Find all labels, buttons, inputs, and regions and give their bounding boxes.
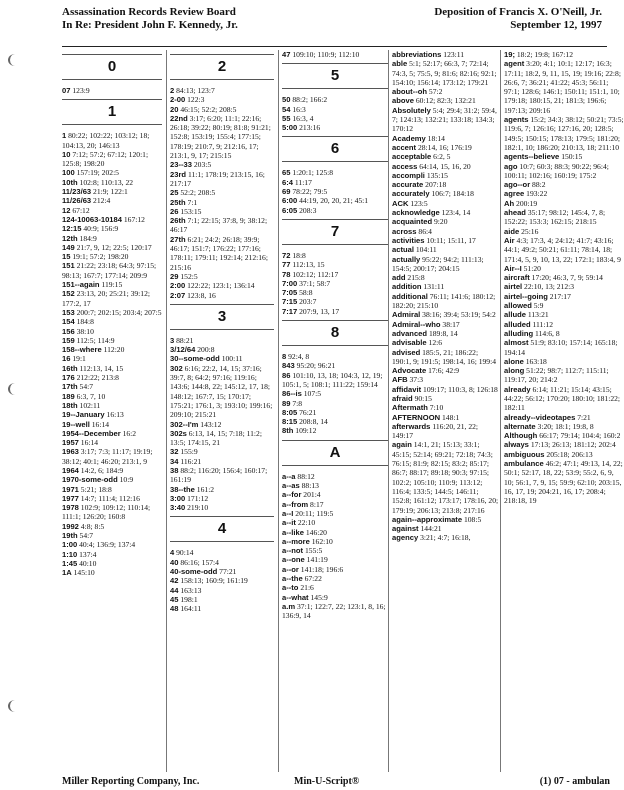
index-entry: 5:00 213:16 (282, 123, 321, 133)
index-entry: 154 184:8 (62, 317, 94, 327)
index-entry: advisable 12:6 (392, 338, 443, 348)
index-entry: 100 157:19; 202:5 (62, 168, 119, 178)
page-footer (62, 776, 610, 790)
index-entry: 29 152:5 (170, 271, 198, 281)
index-entry: advanced 189:8, 14 (392, 328, 458, 338)
index-entry: 19th 54:7 (62, 531, 94, 541)
index-entry: a--from 8:17 (282, 499, 324, 509)
index-entry: 34 116:21 (170, 456, 202, 466)
index-entry: Air--I 51:20 (504, 263, 541, 273)
index-entry: agency 3:21; 4:7; 16:18, (392, 533, 471, 543)
index-entry: 3 88:21 (170, 335, 194, 345)
index-entry: 2 84:13; 123:7 (170, 86, 215, 95)
index-entry: 176 212:22; 213:8 (62, 373, 119, 383)
index-entry: abbreviations 123:11 (392, 50, 465, 59)
index-entry: 843 95:20; 96:21 (282, 361, 336, 371)
index-entry: 10 7:12; 57:2; 67:12; 120:1; 125:8; 198:20 (62, 149, 149, 169)
index-entry: along 51:22; 98:7; 112:7; 115:11; 119:17, 20; 214:2 (504, 366, 609, 385)
index-entry: agents--believe 150:15 (504, 152, 583, 162)
index-entry: always 17:13; 26:13; 181:12; 202:4 (504, 440, 616, 450)
index-entry: 159 112:5; 114:9 (62, 335, 115, 345)
index-entry: 23--33 203:5 (170, 160, 212, 170)
index-entry: afterwards 116:20, 21, 22; 149:17 (392, 421, 479, 441)
index-entry: a--not 155:5 (282, 546, 323, 556)
index-entry: allowed 5:9 (504, 301, 544, 311)
index-entry: 22nd 3:17; 6:20; 11:1; 22:16; 26:18; 39:22; 80:19; 81:8; 91:21; 152:8; 153:19; 155:4; 177:15; 178:19; 210:7, 9; 212:16, 17; 213:1, 9, 17; 215:15 (170, 113, 271, 161)
section-letter-heading: 6 (282, 136, 388, 162)
index-columns (62, 50, 622, 775)
index-entry: additional 76:11; 141:6; 180:12; 182:20; 215:10 (392, 291, 496, 311)
index-entry: 1:10 137:4 (62, 549, 97, 559)
index-entry: 8 92:4, 8 (282, 352, 310, 362)
index-entry: ahead 35:17; 98:12; 145:4, 7, 8; 152:22; 153:3; 162:15; 218:15 (504, 208, 606, 227)
index-entry: ambiguous 205:18; 206:13 (504, 449, 593, 459)
index-entry: Academy 18:14 (392, 133, 445, 143)
index-entry: 1978 102:9; 109:12; 110:14; 111:1; 126:20; 160:8 (62, 503, 151, 522)
index-entry: 38 88:2; 116:20; 156:4; 160:17; 161:19 (170, 465, 268, 485)
index-entry: 17th 54:7 (62, 382, 94, 392)
section-letter-heading: 0 (62, 54, 162, 80)
footer-company: Miller Reporting Company, Inc. (62, 776, 200, 787)
index-entry: 86 101:10, 13, 18; 104:3, 12, 19; 105:1, 5; 108:1; 111:22; 159:14 (282, 370, 383, 389)
index-entry: access 64:14, 15, 16, 20 (392, 161, 471, 171)
index-entry: 8:05 76:21 (282, 407, 317, 417)
index-entry: 10th 102:8; 110:13, 22 (62, 177, 134, 187)
index-entry: almost 51:9; 83:10; 157:14; 165:18; 194:14 (504, 338, 618, 357)
index-entry: 12 67:12 (62, 205, 90, 215)
index-entry: 1:00 40:4; 136:9; 137:4 (62, 540, 136, 550)
index-entry: accurate 207:18 (392, 180, 447, 190)
index-entry: 18th 102:11 (62, 400, 101, 410)
index-entry: airtel--going 217:17 (504, 291, 571, 301)
index-entry: agent 3:20; 4:1; 10:1; 12:17; 16:3; 17:11; 18:2, 9, 11, 15, 19; 19:16; 22:8; 26:6, 7; 36:21; 41:22; 45:3; 56:11; 97:1; 128:6; 146:1; 150:11; 151:1, 10; 179:18; 180:15, 21; 181:3; 196:6; 197:13; 209:16 (504, 59, 621, 115)
index-entry: 45 198:1 (170, 594, 198, 604)
index-entry: AFTERNOON 148:1 (392, 412, 460, 422)
index-entry: 77 112:13, 15 (282, 260, 325, 270)
index-entry: a--more 162:10 (282, 536, 333, 546)
index-entry: affidavit 109:17; 110:3, 8; 126:18 (392, 384, 498, 394)
index-entry: 124-10063-10184 167:12 (62, 214, 145, 224)
index-entry: a--as 88:13 (282, 481, 319, 491)
header-right (434, 6, 602, 32)
index-entry: 189 6:3, 7, 10 (62, 391, 106, 401)
index-entry: alluded 111:12 (504, 319, 554, 329)
index-entry: already 6:14; 11:21; 15:14; 43:15; 44:22; 56:12; 170:20; 180:10; 181:22; 182:11 (504, 384, 621, 413)
index-entry: agents 15:2; 34:3; 38:12; 50:21; 73:5; 119:6, 7; 126:16; 127:16, 20; 128:5; 149:5; 150:15; 178:13; 179:5; 181:20; 182:1, 10; 186:20; 210:13, 18; 211:10 (504, 115, 624, 152)
index-entry: again 14:1, 21; 15:13; 33:1; 45:15; 52:14; 69:21; 72:18; 74:3; 76:15; 81:9; 82:15; 83:2; 85:17; 86:7; 88:17; 89:18; 90:3; 97:15; 102:2; 105:10; 110:9; 113:12; 116:4; 133:5; 144:5; 146:11; 152:8; 161:12; 173:17; 178:16, 20; 179:19; 206:13; 213:8; 217:16 (392, 440, 499, 515)
index-entry: 19--well 16:14 (62, 419, 110, 429)
index-entry: 42 158:13; 160:9; 161:19 (170, 576, 248, 586)
index-entry: ago--or 88:2 (504, 180, 546, 190)
index-entry: accent 28:14, 16; 176:19 (392, 142, 472, 152)
index-entry: 12:15 40:9; 156:9 (62, 224, 119, 234)
section-letter-heading: 5 (282, 63, 388, 89)
index-entry: against 144:21 (392, 524, 442, 534)
header-case: In Re: President John F. Kennedy, Jr. (62, 19, 238, 31)
index-entry: 7:00 37:1; 58:7 (282, 278, 331, 288)
index-entry: 151 21:22; 23:18; 64:3; 97:15; 98:13; 167:7; 177:14; 209:9 (62, 261, 157, 280)
index-entry: 78 102:12; 112:17 (282, 269, 339, 279)
index-entry: above 60:12; 82:3; 132:21 (392, 96, 476, 106)
index-entry: aide 25:16 (504, 226, 539, 236)
index-entry: 26 153:15 (170, 206, 202, 216)
punch-hole-icon (8, 383, 22, 395)
index-entry: activities 10:11; 15:11, 17 (392, 235, 476, 245)
index-entry: 1963 3:17; 7:3; 11:17; 19:19; 38:12; 40:1; 46:20; 213:1, 9 (62, 447, 153, 466)
index-entry: Admiral--who 38:17 (392, 319, 460, 329)
section-letter-heading: 4 (170, 516, 274, 542)
index-entry: 8th 109:12 (282, 426, 317, 436)
index-entry: 3:40 219:10 (170, 503, 209, 513)
index-entry: a--one 141:19 (282, 555, 328, 565)
index-entry: 156 38:10 (62, 326, 94, 336)
index-entry: 302s 6:13, 14, 15; 7:18; 11:2; 13:5; 174:15, 21 (170, 428, 262, 448)
index-entry: AFB 37:3 (392, 375, 424, 385)
index-entry: aircraft 17:20; 46:3, 7, 9; 59:14 (504, 273, 603, 283)
index-entry: 1992 4:8; 8:5 (62, 521, 105, 531)
index-entry: 25 52:2; 208:5 (170, 188, 216, 198)
index-entry: 40 86:16; 157:4 (170, 557, 219, 567)
index-entry: airtel 22:10, 13; 212:3 (504, 282, 575, 292)
index-entry: a--or 141:18; 196:6 (282, 564, 344, 574)
index-entry: 1971 5:21; 18:8 (62, 484, 112, 494)
index-column-1 (62, 50, 162, 775)
index-entry: about--oh 57:2 (392, 87, 443, 97)
index-entry: 7:15 203:7 (282, 297, 317, 307)
index-column-4 (392, 50, 499, 775)
index-entry: 25th 7:1 (170, 197, 198, 207)
index-entry: add 215:8 (392, 273, 425, 283)
index-entry: 55 16:3, 4 (282, 113, 314, 123)
index-entry: advised 185:5, 21; 186:22; 190:1, 9; 191:5; 198:14, 16; 199:4 (392, 347, 496, 366)
index-entry: 158--where 112:20 (62, 345, 125, 355)
index-entry: 16th 112:13, 14, 15 (62, 363, 124, 373)
index-entry: alternate 3:20; 18:1; 19:8, 8 (504, 421, 594, 431)
index-entry: again--approximate 108:5 (392, 514, 482, 524)
index-entry: 7:05 58:8 (282, 288, 313, 298)
index-entry: a--a 88:12 (282, 471, 315, 481)
index-entry: 4 90:14 (170, 548, 194, 558)
section-letter-heading: 3 (170, 304, 274, 330)
index-entry: 54 16:3 (282, 104, 306, 114)
index-entry: 152 23:13, 20; 25:21; 39:12; 177:2, 17 (62, 289, 150, 308)
index-entry: 23rd 11:1; 178:19; 213:15, 16; 217:17 (170, 169, 265, 188)
footer-page-range: (1) 07 - ambulan (539, 776, 610, 787)
index-entry: 6:05 208:3 (282, 205, 317, 215)
index-entry: afraid 90:15 (392, 393, 432, 403)
index-entry: 8:15 208:8, 14 (282, 417, 328, 427)
index-entry: actually 95:22; 94:2; 111:13; 154:5; 200:17; 204:15 (392, 254, 484, 273)
index-entry: a--what 145:9 (282, 592, 328, 602)
header-deposition: Deposition of Francis X. O'Neill, Jr. (434, 6, 602, 18)
page-header (62, 6, 602, 46)
index-entry: 2-00 122:3 (170, 95, 205, 105)
index-entry: 7:17 207:9, 13, 17 (282, 306, 340, 316)
index-entry: Ah 200:19 (504, 198, 538, 208)
index-entry: a--I 20:11; 119:5 (282, 508, 334, 518)
index-entry: alluding 114:6, 8 (504, 328, 560, 338)
index-entry: agree 193:22 (504, 189, 548, 199)
section-letter-heading: 2 (170, 54, 274, 80)
index-entry: a--the 67:22 (282, 573, 322, 583)
index-entry: 19; 18:2; 19:8; 167:12 (504, 50, 573, 59)
index-entry: 72 18:8 (282, 250, 306, 260)
index-entry: allude 113:21 (504, 310, 549, 320)
header-left (62, 6, 238, 32)
index-entry: Although 66:17; 79:14; 104:4; 160:2 (504, 431, 621, 441)
punch-hole-icon (8, 54, 22, 66)
index-entry: 48 164:11 (170, 604, 202, 614)
index-entry: 1954--December 16:2 (62, 428, 137, 438)
index-entry: 1957 16:14 (62, 438, 99, 448)
index-entry: 302--I'm 143:12 (170, 419, 222, 429)
section-letter-heading: 8 (282, 320, 388, 346)
index-entry: Air 4:3; 17:3, 4; 24:12; 41:7; 43:16; 44:1; 49:2; 50:21; 61:11; 78:14, 18; 171:4, 5, 9, 10, 13, 22; 172:1; 183:4, 9 (504, 235, 621, 264)
index-entry: 26th 7:1; 22:15; 37:8, 9; 38:12; 46:17 (170, 216, 268, 235)
index-entry: 12th 184:9 (62, 233, 97, 243)
header-board: Assassination Records Review Board (62, 6, 236, 18)
index-entry: ago 10:7; 60:3; 88:3; 90:22; 96:4; 100:11; 102:16; 160:19; 175:2 (504, 161, 609, 180)
index-entry: a.m 37:1; 122:7, 22; 123:1, 8, 16; 136:9, 14 (282, 601, 386, 621)
index-entry: acknowledge 123:4, 14 (392, 208, 471, 218)
index-entry: 2:07 123:8, 16 (170, 290, 216, 300)
index-entry: 1 80:22; 102:22; 103:12; 18; 104:13, 20; 146:13 (62, 131, 150, 150)
index-entry: 6:00 44:19, 20, 20, 21; 45:1 (282, 196, 369, 206)
index-column-2 (170, 50, 274, 775)
index-entry: 50 88:2; 166:2 (282, 95, 328, 105)
index-entry: 27th 6:21; 24:2; 26:18; 39:9; 46:17; 151:7; 176:22; 177:16; 178:11; 179:11; 192:14; 212:16; 215:16 (170, 234, 268, 272)
section-letter-heading: A (282, 440, 388, 466)
index-entry: 65 1:20:1; 125:8 (282, 168, 334, 178)
index-entry: 11/26/63 212:4 (62, 196, 111, 206)
index-entry: 40-some-odd 77:21 (170, 567, 237, 577)
header-rule (62, 46, 607, 47)
index-entry: able 5:1; 52:17; 66:3, 7; 72:14; 74:3, 5; 75:5, 9; 81:6; 82:16; 92:1; 154:10; 156:14; 173:12; 179:21 (392, 59, 497, 87)
index-entry: 1A 145:10 (62, 568, 95, 578)
index-entry: 16 19:1 (62, 354, 86, 364)
index-entry: 44 163:13 (170, 585, 202, 595)
index-entry: 1977 14:7; 111:4; 112:16 (62, 493, 140, 503)
index-entry: Admiral 38:16; 39:4; 53:19; 54:2 (392, 310, 496, 320)
index-entry: 3:00 171:12 (170, 493, 209, 503)
index-entry: 149 21:7, 9, 12; 22:5; 120:17 (62, 242, 152, 252)
index-entry: 3/12/64 200:8 (170, 345, 215, 355)
index-entry: a--for 201:4 (282, 490, 321, 500)
index-entry: ACK 123:5 (392, 198, 428, 208)
index-entry: 89 7:8 (282, 398, 303, 408)
index-entry: acceptable 6:2, 5 (392, 152, 451, 162)
index-entry: 1964 14:2, 6; 184:9 (62, 465, 124, 475)
section-letter-heading: 7 (282, 219, 388, 245)
index-entry: actual 104:11 (392, 245, 437, 255)
index-entry: 1:45 40:10 (62, 558, 97, 568)
index-entry: 19--January 16:13 (62, 410, 124, 420)
index-entry: alone 163:18 (504, 356, 547, 366)
section-letter-heading: 1 (62, 99, 162, 125)
index-entry: 153 200:7; 202:15; 203:4; 207:5 (62, 307, 162, 317)
index-entry: 15 19:1; 57:2; 198:20 (62, 252, 129, 262)
footer-product: Min-U-Script® (294, 776, 360, 787)
index-entry: 20 46:15; 52:2; 208:5 (170, 104, 237, 114)
index-entry: Aftermath 7:10 (392, 403, 444, 413)
index-entry: 69 78:22; 79:5 (282, 187, 328, 197)
index-entry: 38--the 161:2 (170, 484, 215, 494)
index-entry: 47 109:10; 110:9; 112:10 (282, 50, 360, 59)
index-entry: ambulance 46:2; 47:1; 49:13, 14, 22; 50:1; 52:17, 18, 22; 53:9; 55:2, 6, 9, 10; 56:1, 7, 9, 15; 59:9; 62:10; 203:15, 16, 17, 19; 204:21, 16, 17; 208:4; 218:18, 19 (504, 459, 623, 506)
index-entry: 2:00 122:22; 123:1; 136:14 (170, 281, 255, 291)
index-entry: Absolutely 5:4; 29:4; 31:2; 59:4, 7; 124:13; 132:21; 133:18; 134:3; 170:12 (392, 105, 497, 134)
index-entry: 6:4 11:17 (282, 177, 312, 187)
index-entry: acquainted 9:20 (392, 217, 448, 227)
index-entry: 151--again 119:15 (62, 280, 123, 290)
index-entry: 302 6:16; 22:2, 14, 15; 37:16; 39:7, 8; 64:2; 97:16; 119:16; 143:6; 144:8, 22; 145:12, 17, 18; 148:12; 167:7, 15; 170:17; 175:21; 176:1, 3; 193:10; 199:16; 209:10; 215:21 (170, 363, 273, 420)
index-entry: already--videotapes 7:21 (504, 412, 591, 422)
index-entry: 86--is 107:5 (282, 389, 322, 399)
index-entry: addition 131:11 (392, 282, 445, 292)
index-entry: across 86:4 (392, 226, 432, 236)
index-entry: 30--some-odd 100:11 (170, 354, 243, 364)
index-column-5 (504, 50, 624, 775)
header-date: September 12, 1997 (510, 19, 602, 31)
index-entry: accurately 106:7; 184:18 (392, 189, 474, 199)
index-entry: 32 155:9 (170, 447, 198, 457)
index-entry: Advocate 17:6; 42:9 (392, 366, 460, 376)
index-column-3 (282, 50, 388, 775)
punch-hole-icon (8, 700, 22, 712)
index-entry: accompli 135:15 (392, 170, 448, 180)
index-entry: a--to 21:6 (282, 583, 314, 593)
index-entry: a--it 22:10 (282, 518, 316, 528)
index-entry: a--like 146:20 (282, 527, 327, 537)
index-entry: 11/23/63 21:9; 122:1 (62, 187, 128, 197)
index-entry: 1970-some-odd 10:9 (62, 475, 134, 485)
index-entry: 07 123:9 (62, 86, 90, 95)
